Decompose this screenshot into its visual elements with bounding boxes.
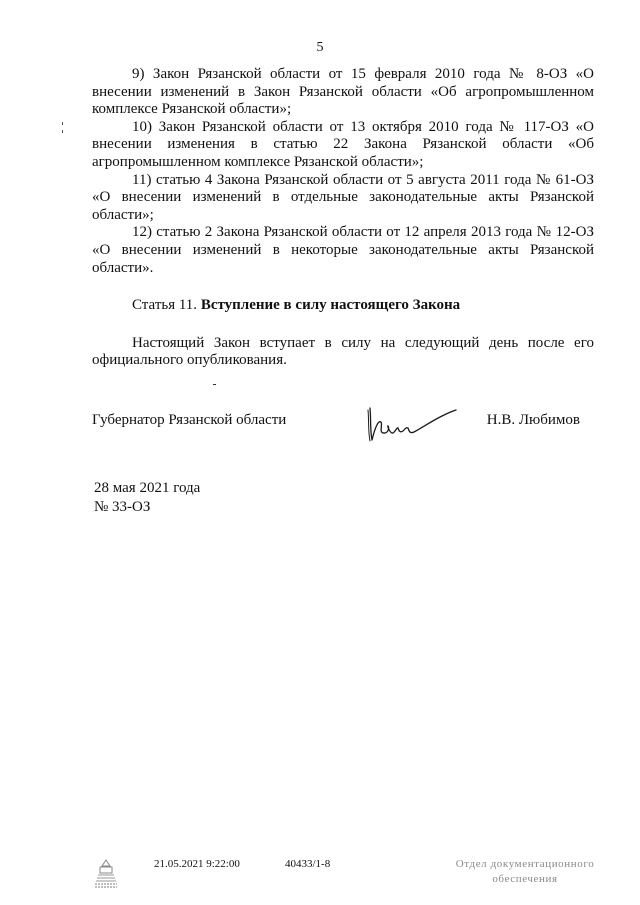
page-number: 5 <box>316 40 324 55</box>
printer-logo-icon <box>93 857 119 889</box>
margin-mark <box>62 122 63 125</box>
small-mark <box>213 384 216 385</box>
handwritten-signature <box>364 400 459 445</box>
print-timestamp: 21.05.2021 9:22:00 <box>154 858 240 870</box>
signing-date: 28 мая 2021 года <box>94 480 201 496</box>
list-item-9: 9) Закон Рязанской области от 15 февраля 2010 года № 8-ОЗ «О внесении изменений в Закон Рязанской области «Об агропромышленном комплексе Рязанской области»; <box>92 66 594 118</box>
stamp-line-1: Отдел документационного <box>455 858 595 870</box>
list-item-10: 10) Закон Рязанской области от 13 октября 2010 года № 117-ОЗ «О внесении изменения в статью 22 Закона Рязанской области «Об агропромышленном комплексе Рязанской области»; <box>92 118 594 170</box>
signature-block <box>92 400 594 450</box>
document-code: 40433/1-8 <box>285 858 331 870</box>
department-stamp <box>440 857 610 887</box>
governor-name: Н.В. Любимов <box>486 412 580 428</box>
article-text: Настоящий Закон вступает в силу на следующий день после его официального опубликования. <box>92 334 594 369</box>
list-item-11: 11) статью 4 Закона Рязанской области от 5 августа 2011 года № 61-ОЗ «О внесении изменений в отдельные законодательные акты Рязанской области»; <box>92 171 594 223</box>
stamp-line-2: обеспечения <box>492 873 558 885</box>
margin-mark <box>62 130 63 133</box>
law-number: № 33-ОЗ <box>94 499 151 515</box>
governor-title: Губернатор Рязанской области <box>92 412 287 428</box>
date-block <box>94 479 200 517</box>
article-prefix: Статья 11. <box>132 297 198 314</box>
document-body <box>92 66 594 370</box>
footer <box>0 855 640 895</box>
article-heading <box>92 297 594 315</box>
article-title: Вступление в силу настоящего Закона <box>200 297 461 314</box>
list-item-12: 12) статью 2 Закона Рязанской области от 12 апреля 2013 года № 12-ОЗ «О внесении изменений в некоторые законодательные акты Рязанской области». <box>92 224 594 276</box>
